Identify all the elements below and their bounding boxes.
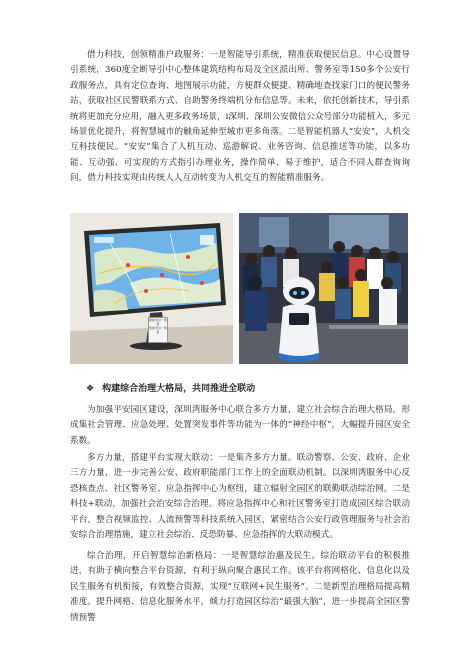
robot-crowd-illustration [239,213,408,364]
robot-crowd-photo [239,213,408,364]
kiosk-map-photo [70,213,233,364]
paragraph-smart-household-services: 借力科技，创领精准户政服务：一是智能导引系统，精准获取便民信息。中心设置导引系统，360度全断导引中心整体建筑结构布局及全区派出所、警务室等150多个公安行政服务点，具有定位查询、地图展示功能，方便群众便捷、精确地查找家门口的便民警务站，获取社区民警联系方式、自助警务终端机分布信息等。未来，依托创新技术，导引系统将更加充分应用，融入更多政务场景，i深圳、深圳公安微信公众号部分功能植入，多元场景优化提升，将智慧城市的触角延伸至城市更多角落。二是智能机器人“安安”，人机交互科技便民。“安安”集合了人机互动、巡游解说、业务咨询、信息推送等功能，以多功能、互动强、可实现的方式指引办理业务，操作简单、易于维护，适合不同人群查询询问，借力科技实现由传统人人互动转变为人机交互的智能精准服务。 [70,50,410,184]
paragraph-multi-party-forces: 多方力量，搭建平台实现大联动：一是集齐多方力量。联动警察、公安、政府、企业三方力量，进一步完善公安、政府职能部门工作上的全面联动机制。以深圳湾服务中心反恐核查点、社区警务室、应急指挥中心为枢纽，建立辐射全园区的联勤联动综治网。二是科技+联动，加强社会治安综合治理。将应急指挥中心和社区警务室打造成园区综合联动平台，整合视频监控、人流预警等科技系统入园区，紧密结合公安行政管理服务与社会治安综合治理措施，建立社会综治、反恐防暴、应急指挥的大联动模式。 [70,453,410,541]
kiosk-sign-line1: 智能导引一体机 [149,318,168,326]
paragraph-safe-park: 为加强平安园区建设，深圳湾服务中心联合多方力量，建立社会综合治理大格局，形成集社会管理、应急处理、处置突发事件等功能为一体的“神经中枢”，大幅提升园区安全系数。 [70,405,410,446]
diamond-bullet-icon: ❖ [86,384,95,394]
kiosk-sign-line2: 智能导引一体机 [149,326,168,334]
section-heading [86,381,255,394]
paragraph-comprehensive-governance: 综合治理，开启智慧综治新格局：一是智慧综治惠及民生。综治联动平台的积极推进，有助于横向整合平台资源，有利于纵向聚合惠民工作。该平台将网格化、信息化以及民生服务有机衔接，有效整合资源，实现“互联网+民生服务”。二是新型治理格局提高精准度。提升网格、信息化服务水平，倾力打造园区综治“最强大脑”，进一步提高全园区警情预警 [70,551,410,623]
kiosk-sign [148,317,168,343]
section-heading-text: 构建综合治理大格局，共同推进全联动 [102,384,256,394]
